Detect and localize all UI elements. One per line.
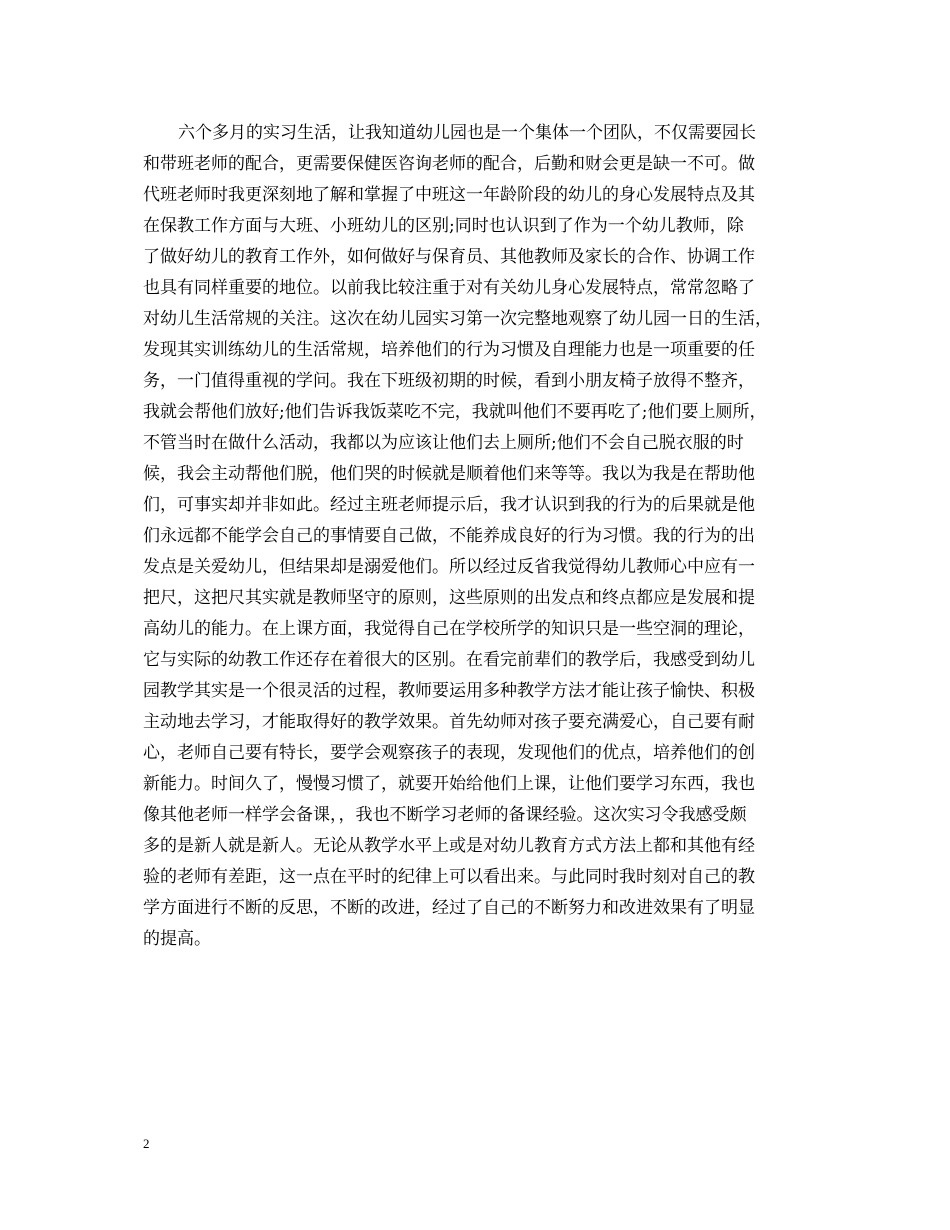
text-line: 务，一门值得重视的学问。我在下班级初期的时候，看到小朋友椅子放得不整齐， <box>143 371 755 391</box>
text-line: 们永远都不能学会自己的事情要自己做，不能养成良好的行为习惯。我的行为的出 <box>143 526 755 546</box>
text-line: 多的是新人就是新人。无论从教学水平上或是对幼儿教育方式方法上都和其他有经 <box>143 836 755 856</box>
text-line: 也具有同样重要的地位。以前我比较注重于对有关幼儿身心发展特点，常常忽略了 <box>143 278 755 298</box>
page-number: 2 <box>143 1136 150 1151</box>
text-line: 了做好幼儿的教育工作外，如何做好与保育员、其他教师及家长的合作、协调工作 <box>143 247 755 267</box>
text-line: 代班老师时我更深刻地了解和掌握了中班这一年龄阶段的幼儿的身心发展特点及其 <box>143 185 755 205</box>
text-line: 园教学其实是一个很灵活的过程，教师要运用多种教学方法才能让孩子愉快、积极 <box>143 681 755 701</box>
text-line: 它与实际的幼教工作还存在着很大的区别。在看完前辈们的教学后，我感受到幼儿 <box>143 650 755 670</box>
text-line: 的提高。 <box>143 929 211 949</box>
text-line: 新能力。时间久了，慢慢习惯了，就要开始给他们上课，让他们要学习东西，我也 <box>143 774 755 794</box>
text-line: 对幼儿生活常规的关注。这次在幼儿园实习第一次完整地观察了幼儿园一日的生活， <box>143 309 772 329</box>
text-line: 候，我会主动帮他们脱，他们哭的时候就是顺着他们来等等。我以为我是在帮助他 <box>143 464 755 484</box>
text-line: 高幼儿的能力。在上课方面，我觉得自己在学校所学的知识只是一些空洞的理论， <box>143 619 755 639</box>
text-line: 主动地去学习，才能取得好的教学效果。首先幼师对孩子要充满爱心，自己要有耐 <box>143 712 755 732</box>
text-line: 六个多月的实习生活，让我知道幼儿园也是一个集体一个团队，不仅需要园长 <box>178 123 756 143</box>
text-line: 验的老师有差距，这一点在平时的纪律上可以看出来。与此同时我时刻对自己的教 <box>143 867 755 887</box>
text-line: 发现其实训练幼儿的生活常规，培养他们的行为习惯及自理能力也是一项重要的任 <box>143 340 755 360</box>
text-line: 我就会帮他们放好;他们告诉我饭菜吃不完，我就叫他们不要再吃了;他们要上厕所， <box>143 402 767 422</box>
text-line: 像其他老师一样学会备课，，我也不断学习老师的备课经验。这次实习令我感受颇 <box>143 805 747 825</box>
body-paragraph <box>143 118 823 955</box>
text-line: 学方面进行不断的反思，不断的改进，经过了自己的不断努力和改进效果有了明显 <box>143 898 755 918</box>
text-line: 心，老师自己要有特长，要学会观察孩子的表现，发现他们的优点，培养他们的创 <box>143 743 755 763</box>
text-line: 把尺，这把尺其实就是教师坚守的原则，这些原则的出发点和终点都应是发展和提 <box>143 588 755 608</box>
text-line: 们，可事实却并非如此。经过主班老师提示后，我才认识到我的行为的后果就是他 <box>143 495 755 515</box>
text-line: 不管当时在做什么活动，我都以为应该让他们去上厕所;他们不会自己脱衣服的时 <box>143 433 744 453</box>
text-line: 在保教工作方面与大班、小班幼儿的区别;同时也认识到了作为一个幼儿教师，除 <box>143 216 744 236</box>
text-line: 发点是关爱幼儿，但结果却是溺爱他们。所以经过反省我觉得幼儿教师心中应有一 <box>143 557 755 577</box>
text-line: 和带班老师的配合，更需要保健医咨询老师的配合，后勤和财会更是缺一不可。做 <box>143 154 755 174</box>
